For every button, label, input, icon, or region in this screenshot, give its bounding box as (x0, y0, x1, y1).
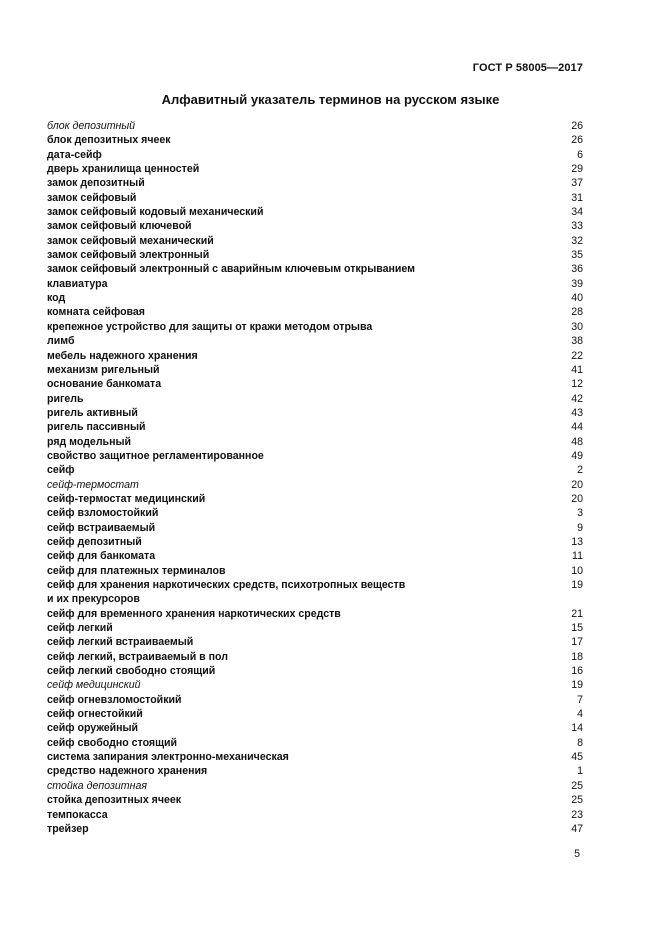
index-term: дата-сейф (47, 148, 102, 161)
index-page-ref: 48 (571, 435, 583, 448)
index-term: сейф для банкомата (47, 550, 156, 563)
index-page-ref: 15 (571, 622, 583, 635)
index-entry (47, 664, 583, 678)
index-page-ref: 4 (577, 708, 583, 721)
index-term: замок сейфовый (47, 191, 137, 204)
index-entry (47, 578, 583, 607)
index-entry (47, 492, 583, 506)
index-entry (47, 377, 583, 391)
index-term: ригель активный (47, 406, 138, 419)
index-term: код (47, 292, 66, 305)
index-page-ref: 14 (571, 722, 583, 735)
index-entry (47, 822, 583, 836)
index-page-ref: 19 (571, 579, 583, 591)
index-entry (47, 162, 583, 176)
index-entry (47, 219, 583, 233)
index-page-ref: 11 (572, 550, 583, 563)
index-term: сейф свободно стоящий (47, 736, 178, 749)
index-page-ref: 26 (571, 120, 583, 132)
page-title: Алфавитный указатель терминов на русском языке (161, 92, 500, 107)
index-page-ref: 21 (571, 607, 583, 620)
index-term: темпокасса (47, 808, 108, 821)
index-page-ref: 45 (571, 751, 583, 764)
index-entry (47, 205, 583, 219)
index-term: свойство защитное регламентированное (47, 449, 264, 462)
index-entry (47, 148, 583, 162)
index-page-ref: 37 (571, 177, 583, 190)
index-term: система запирания электронно-механическая (47, 751, 289, 764)
index-page-ref: 17 (571, 636, 583, 649)
index-entry (47, 478, 583, 492)
index-entry (47, 176, 583, 190)
index-page-ref: 40 (571, 292, 583, 305)
index-page-ref: 20 (571, 478, 583, 491)
index-page-ref: 25 (571, 779, 583, 792)
index-entry (47, 420, 583, 434)
index-page-ref: 33 (571, 220, 583, 233)
index-entry (47, 291, 583, 305)
index-entry (47, 262, 583, 276)
index-term: сейф огневзломостойкий (47, 693, 182, 706)
index-entry (47, 119, 583, 133)
index-term: сейф-термостат медицинский (47, 492, 206, 505)
index-term: средство надежного хранения (47, 765, 208, 778)
index-entry (47, 721, 583, 735)
index-entry (47, 349, 583, 363)
index-page-ref: 25 (571, 794, 583, 807)
index-term: основание банкомата (47, 378, 162, 391)
index-term: сейф легкий (47, 622, 113, 635)
index-term: сейф депозитный (47, 535, 142, 548)
index-entry (47, 750, 583, 764)
index-term: ригель (47, 392, 84, 405)
index-term: мебель надежного хранения (47, 349, 198, 362)
index-term: сейф встраиваемый (47, 521, 156, 534)
index-entry (47, 621, 583, 635)
index-page-ref: 19 (571, 679, 583, 692)
index-page-ref: 43 (571, 406, 583, 419)
index-entry (47, 764, 583, 778)
index-page-ref: 39 (571, 277, 583, 290)
index-entry (47, 191, 583, 205)
index-page-ref: 1 (577, 765, 583, 778)
document-code: ГОСТ Р 58005—2017 (472, 62, 583, 74)
index-term: крепежное устройство для защиты от кражи методом отрыва (47, 320, 373, 333)
index-page-ref: 13 (571, 535, 583, 548)
index-term: ригель пассивный (47, 421, 146, 434)
index-page-ref: 18 (571, 650, 583, 663)
term-index-list (47, 119, 583, 836)
index-entry (47, 305, 583, 319)
index-entry (47, 506, 583, 520)
index-entry (47, 607, 583, 621)
index-entry (47, 463, 583, 477)
index-term: сейф-термостат (47, 478, 139, 491)
index-page-ref: 3 (577, 507, 583, 520)
index-page-ref: 29 (571, 163, 583, 176)
index-page-ref: 36 (571, 263, 583, 276)
index-page-ref: 2 (577, 464, 583, 477)
index-term: сейф для временного хранения наркотических средств (47, 607, 341, 620)
index-entry (47, 535, 583, 549)
index-page-ref: 10 (571, 564, 583, 577)
index-page-ref: 44 (571, 421, 583, 434)
index-page-ref: 6 (577, 148, 583, 161)
index-entry (47, 564, 583, 578)
index-entry (47, 635, 583, 649)
index-page-ref: 32 (571, 234, 583, 247)
index-page-ref: 47 (571, 822, 583, 835)
index-page-ref: 34 (571, 206, 583, 219)
index-page-ref: 42 (571, 392, 583, 405)
index-entry (47, 736, 583, 750)
index-entry (47, 392, 583, 406)
index-term: дверь хранилища ценностей (47, 163, 200, 176)
index-entry (47, 435, 583, 449)
index-page-ref: 49 (571, 449, 583, 462)
index-page-ref: 22 (571, 349, 583, 362)
index-term: замок сейфовый электронный (47, 249, 210, 262)
index-entry (47, 793, 583, 807)
index-term: сейф медицинский (47, 679, 141, 692)
index-entry (47, 406, 583, 420)
index-term: стойка депозитная (47, 779, 147, 792)
index-term: комната сейфовая (47, 306, 145, 319)
index-entry (47, 248, 583, 262)
index-entry (47, 449, 583, 463)
index-term: сейф огнестойкий (47, 708, 143, 721)
index-page-ref: 41 (571, 363, 583, 376)
index-term: сейф для хранения наркотических средств, психотропных веществ и их прекурсоров (47, 579, 406, 606)
index-term: сейф оружейный (47, 722, 139, 735)
index-term: стойка депозитных ячеек (47, 794, 182, 807)
index-term: трейзер (47, 822, 89, 835)
index-term: сейф легкий встраиваемый (47, 636, 194, 649)
index-term: блок депозитных ячеек (47, 134, 171, 147)
index-entry (47, 779, 583, 793)
index-page-ref: 38 (571, 335, 583, 348)
index-entry (47, 334, 583, 348)
page-number: 5 (574, 848, 580, 860)
index-term: замок сейфовый ключевой (47, 220, 192, 233)
index-entry (47, 678, 583, 692)
index-entry (47, 521, 583, 535)
index-page-ref: 30 (571, 320, 583, 333)
index-term: сейф легкий свободно стоящий (47, 665, 216, 678)
index-page-ref: 35 (571, 249, 583, 262)
index-entry (47, 320, 583, 334)
index-entry (47, 234, 583, 248)
index-term: сейф взломостойкий (47, 507, 159, 520)
index-term: замок сейфовый механический (47, 234, 214, 247)
index-entry (47, 549, 583, 563)
index-term: лимб (47, 335, 75, 348)
index-page-ref: 26 (571, 134, 583, 147)
index-page-ref: 28 (571, 306, 583, 319)
index-entry (47, 650, 583, 664)
index-entry (47, 363, 583, 377)
index-term: сейф для платежных терминалов (47, 564, 226, 577)
index-entry (47, 693, 583, 707)
index-term: механизм ригельный (47, 363, 160, 376)
index-term: клавиатура (47, 277, 108, 290)
index-entry (47, 133, 583, 147)
index-entry (47, 277, 583, 291)
index-term: блок депозитный (47, 120, 136, 132)
index-term: сейф (47, 464, 75, 477)
index-term: замок сейфовый электронный с аварийным ключевым открыванием (47, 263, 416, 276)
index-page-ref: 8 (577, 736, 583, 749)
index-page-ref: 7 (577, 693, 583, 706)
index-page-ref: 31 (571, 191, 583, 204)
index-page-ref: 20 (571, 492, 583, 505)
index-term: ряд модельный (47, 435, 132, 448)
index-entry (47, 808, 583, 822)
index-term: сейф легкий, встраиваемый в пол (47, 650, 228, 663)
index-entry (47, 707, 583, 721)
index-page-ref: 23 (571, 808, 583, 821)
index-term: замок депозитный (47, 177, 145, 190)
index-term: замок сейфовый кодовый механический (47, 206, 264, 219)
index-page-ref: 12 (571, 378, 583, 391)
index-page-ref: 9 (577, 521, 583, 534)
index-page-ref: 16 (571, 665, 583, 678)
